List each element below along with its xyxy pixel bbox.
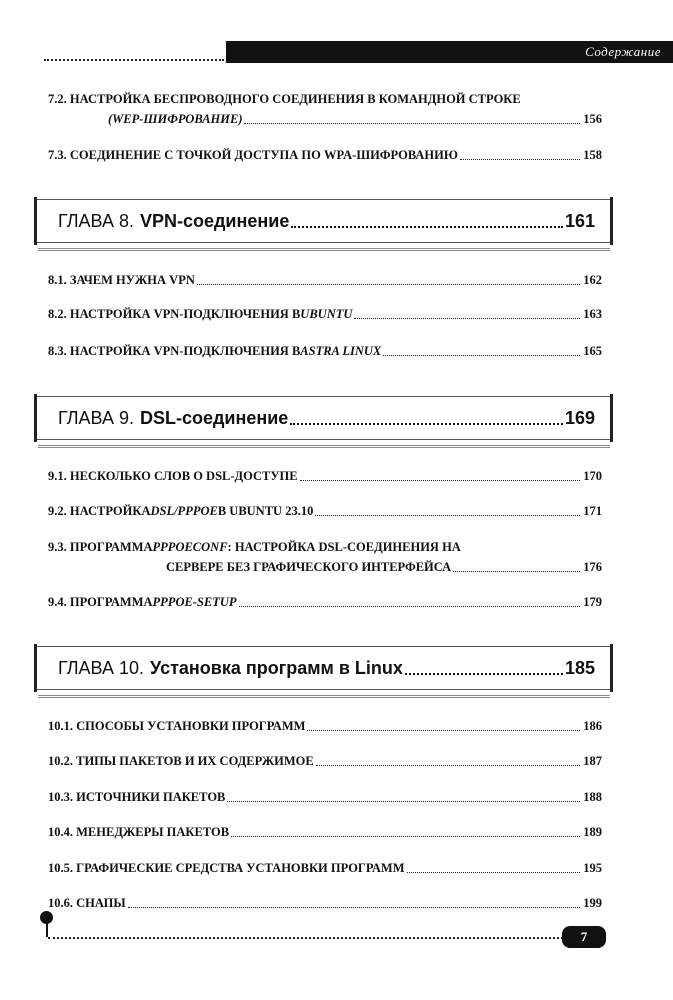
entry-page: 195 bbox=[583, 861, 602, 875]
entry-title: НАСТРОЙКА bbox=[69, 504, 151, 518]
leader-dots bbox=[405, 673, 563, 675]
toc-entry-10-1[interactable] bbox=[48, 716, 602, 736]
leader-dots bbox=[383, 355, 580, 356]
leader-dots bbox=[128, 907, 580, 908]
toc-entry-10-3[interactable] bbox=[48, 787, 602, 807]
entry-title: ПРОГРАММА bbox=[69, 595, 153, 609]
entry-page: 179 bbox=[583, 595, 602, 609]
toc-entry-10-2[interactable] bbox=[48, 751, 602, 771]
entry-page: 162 bbox=[583, 273, 602, 287]
entry-title: НАСТРОЙКА VPN-ПОДКЛЮЧЕНИЯ В bbox=[69, 307, 301, 321]
page-number-badge bbox=[562, 926, 606, 948]
entry-number: 10.4. bbox=[48, 825, 73, 839]
entry-page: 186 bbox=[583, 719, 602, 733]
leader-dots bbox=[291, 226, 563, 228]
entry-number: 7.3. bbox=[48, 148, 67, 162]
entry-number: 9.3. bbox=[48, 540, 67, 554]
chapter-number: ГЛАВА 10. bbox=[58, 657, 144, 678]
entry-page: 189 bbox=[583, 825, 602, 839]
footer-bullet-icon bbox=[40, 911, 53, 924]
entry-page: 165 bbox=[583, 344, 602, 358]
entry-page: 199 bbox=[583, 896, 602, 910]
entry-page: 158 bbox=[583, 148, 602, 162]
entry-title: ЗАЧЕМ НУЖНА VPN bbox=[69, 273, 195, 287]
toc-entry-8-1[interactable] bbox=[48, 270, 602, 290]
toc-entry-8-3[interactable] bbox=[48, 341, 602, 361]
leader-dots bbox=[307, 730, 580, 731]
entry-title: СОЕДИНЕНИЕ С ТОЧКОЙ ДОСТУПА ПО WPA-ШИФРОВАНИЮ bbox=[69, 148, 458, 162]
entry-title-cont: СЕРВЕРЕ БЕЗ ГРАФИЧЕСКОГО ИНТЕРФЕЙСА bbox=[166, 560, 452, 574]
entry-number: 10.5. bbox=[48, 861, 73, 875]
entry-title-italic: ASTRA LINUX bbox=[300, 344, 382, 358]
entry-number: 9.4. bbox=[48, 595, 67, 609]
chapter-underline bbox=[38, 445, 610, 448]
running-header bbox=[226, 41, 673, 63]
leader-dots bbox=[239, 606, 580, 607]
entry-title: НЕСКОЛЬКО СЛОВ О DSL-ДОСТУПЕ bbox=[69, 469, 298, 483]
entry-page: 171 bbox=[583, 504, 602, 518]
entry-title-cont: (WEP-ШИФРОВАНИЕ) bbox=[108, 112, 243, 126]
chapter-page: 185 bbox=[564, 657, 595, 678]
entry-page: 156 bbox=[583, 112, 602, 126]
chapter-page: 169 bbox=[564, 407, 595, 428]
entry-title: ПРОГРАММА bbox=[69, 540, 153, 554]
entry-number: 10.3. bbox=[48, 790, 73, 804]
toc-entry-10-5[interactable] bbox=[48, 858, 602, 878]
leader-dots bbox=[290, 423, 563, 425]
entry-title: ТИПЫ ПАКЕТОВ И ИХ СОДЕРЖИМОЕ bbox=[76, 754, 314, 768]
leader-dots bbox=[460, 159, 580, 160]
entry-title: СНАПЫ bbox=[76, 896, 126, 910]
toc-entry-9-1[interactable] bbox=[48, 466, 602, 486]
entry-number: 7.2. bbox=[48, 92, 67, 106]
entry-page: 176 bbox=[583, 560, 602, 574]
entry-title: ГРАФИЧЕСКИЕ СРЕДСТВА УСТАНОВКИ ПРОГРАММ bbox=[76, 861, 405, 875]
entry-number: 10.6. bbox=[48, 896, 73, 910]
running-header-title: Содержание bbox=[585, 44, 661, 59]
entry-title: НАСТРОЙКА VPN-ПОДКЛЮЧЕНИЯ В bbox=[69, 344, 301, 358]
entry-page: 170 bbox=[583, 469, 602, 483]
entry-title-italic: PPPOECONF bbox=[152, 540, 228, 554]
chapter-number: ГЛАВА 8. bbox=[58, 210, 134, 231]
header-dotted-rule bbox=[44, 59, 224, 61]
entry-title-rest: В UBUNTU 23.10 bbox=[217, 504, 314, 518]
toc-entry-7-2[interactable] bbox=[48, 89, 602, 129]
entry-title: МЕНЕДЖЕРЫ ПАКЕТОВ bbox=[76, 825, 230, 839]
chapter-page: 161 bbox=[564, 210, 595, 231]
entry-title-rest: : НАСТРОЙКА DSL-СОЕДИНЕНИЯ НА bbox=[227, 540, 461, 554]
entry-title-italic: UBUNTU bbox=[300, 307, 353, 321]
entry-number: 8.1. bbox=[48, 273, 67, 287]
entry-page: 188 bbox=[583, 790, 602, 804]
toc-entry-10-4[interactable] bbox=[48, 822, 602, 842]
entry-number: 10.2. bbox=[48, 754, 73, 768]
toc-entry-9-2[interactable] bbox=[48, 501, 602, 521]
entry-number: 9.1. bbox=[48, 469, 67, 483]
chapter-heading-8[interactable] bbox=[35, 199, 612, 243]
chapter-heading-10[interactable] bbox=[35, 646, 612, 690]
toc-entry-9-4[interactable] bbox=[48, 592, 602, 612]
leader-dots bbox=[231, 836, 580, 837]
entry-title: ИСТОЧНИКИ ПАКЕТОВ bbox=[76, 790, 226, 804]
entry-number: 9.2. bbox=[48, 504, 67, 518]
chapter-title: Установка программ в Linux bbox=[150, 657, 403, 678]
entry-title: СПОСОБЫ УСТАНОВКИ ПРОГРАММ bbox=[76, 719, 306, 733]
leader-dots bbox=[453, 571, 580, 572]
chapter-heading-9[interactable] bbox=[35, 396, 612, 440]
page-number: 7 bbox=[580, 929, 588, 944]
leader-dots bbox=[197, 284, 580, 285]
entry-number: 10.1. bbox=[48, 719, 73, 733]
toc-entry-9-3[interactable] bbox=[48, 537, 602, 577]
footer-dotted-rule bbox=[48, 937, 563, 939]
leader-dots bbox=[407, 872, 580, 873]
entry-page: 163 bbox=[583, 307, 602, 321]
leader-dots bbox=[244, 123, 580, 124]
leader-dots bbox=[354, 318, 580, 319]
entry-page: 187 bbox=[583, 754, 602, 768]
chapter-underline bbox=[38, 695, 610, 698]
leader-dots bbox=[227, 801, 580, 802]
leader-dots bbox=[315, 515, 580, 516]
entry-number: 8.2. bbox=[48, 307, 67, 321]
chapter-title: DSL-соединение bbox=[139, 407, 289, 428]
entry-title: НАСТРОЙКА БЕСПРОВОДНОГО СОЕДИНЕНИЯ В КОМАНДНОЙ СТРОКЕ bbox=[69, 92, 521, 106]
leader-dots bbox=[300, 480, 580, 481]
toc-entry-7-3[interactable] bbox=[48, 145, 602, 165]
entry-title-italic: PPPOE-SETUP bbox=[152, 595, 237, 609]
chapter-underline bbox=[38, 248, 610, 251]
entry-title-italic: DSL/PPPOE bbox=[150, 504, 218, 518]
leader-dots bbox=[316, 765, 580, 766]
entry-number: 8.3. bbox=[48, 344, 67, 358]
toc-entry-8-2[interactable] bbox=[48, 304, 602, 324]
chapter-title: VPN-соединение bbox=[139, 210, 290, 231]
chapter-number: ГЛАВА 9. bbox=[58, 407, 134, 428]
toc-entry-10-6[interactable] bbox=[48, 893, 602, 913]
